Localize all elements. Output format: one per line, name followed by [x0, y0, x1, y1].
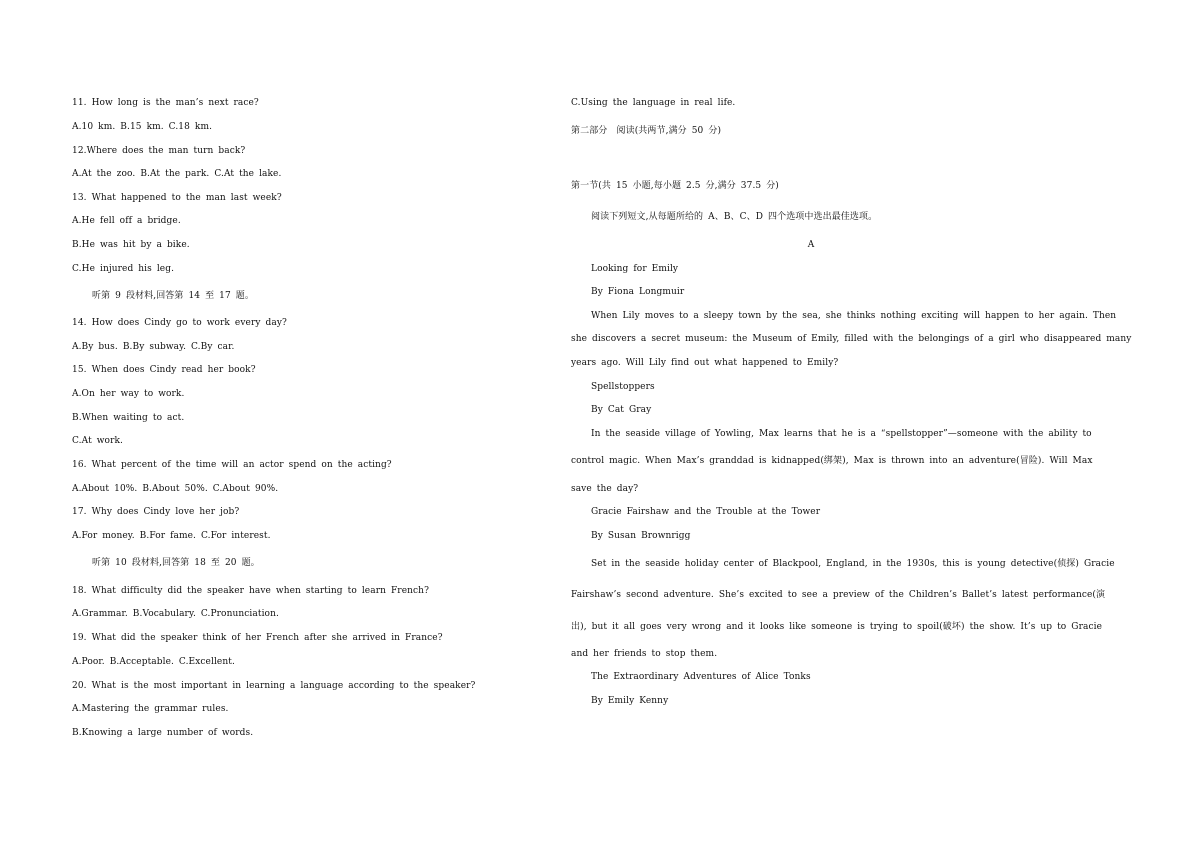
passage-line: 出), but it all goes very wrong and it looks like someone is trying to spoil(破坏) the show. It’s up to Gracie [571, 622, 1102, 632]
passage-line: A [807, 240, 815, 250]
section-instruction: 听第 9 段材料,回答第 14 至 17 题。 [92, 291, 254, 301]
passage-line: By Fiona Longmuir [591, 287, 685, 297]
question-line: 15. When does Cindy read her book? [72, 365, 256, 375]
question-line: B.When waiting to act. [72, 413, 185, 423]
passage-line: and her friends to stop them. [571, 649, 718, 659]
question-line: A.He fell off a bridge. [72, 216, 181, 226]
question-line: 16. What percent of the time will an actor spend on the acting? [72, 460, 392, 470]
question-line: C.At work. [72, 436, 123, 446]
question-line: A.On her way to work. [72, 389, 185, 399]
passage-line: years ago. Will Lily find out what happened to Emily? [571, 358, 839, 368]
passage-line: control magic. When Max’s granddad is kidnapped(绑架), Max is thrown into an adventure(冒险). Will Max [571, 456, 1093, 466]
passage-line: she discovers a secret museum: the Museum of Emily, filled with the belongings of a girl who disappeared many [571, 334, 1132, 344]
passage-line: Set in the seaside holiday center of Blackpool, England, in the 1930s, this is young detective(侦探) Gracie [591, 559, 1115, 569]
question-line: A.For money. B.For fame. C.For interest. [72, 531, 271, 541]
question-line: 12.Where does the man turn back? [72, 146, 246, 156]
question-line: 17. Why does Cindy love her job? [72, 507, 240, 517]
question-line: A.By bus. B.By subway. C.By car. [72, 342, 235, 352]
passage-line: By Emily Kenny [591, 696, 669, 706]
question-line: A.Grammar. B.Vocabulary. C.Pronunciation. [72, 609, 279, 619]
passage-line: By Cat Gray [591, 405, 652, 415]
passage-line: In the seaside village of Yowling, Max learns that he is a “spellstopper”—someone with the ability to [591, 429, 1092, 439]
question-line: 18. What difficulty did the speaker have when starting to learn French? [72, 586, 429, 596]
question-line: A.About 10%. B.About 50%. C.About 90%. [72, 484, 279, 494]
question-line: A.Mastering the grammar rules. [72, 704, 229, 714]
question-line: 20. What is the most important in learning a language according to the speaker? [72, 681, 476, 691]
passage-line: Looking for Emily [591, 264, 679, 274]
passage-line: Gracie Fairshaw and the Trouble at the Tower [591, 507, 821, 517]
passage-line: When Lily moves to a sleepy town by the sea, she thinks nothing exciting will happen to her again. Then [591, 311, 1117, 321]
passage-line: 第一节(共 15 小题,每小题 2.5 分,满分 37.5 分) [571, 181, 779, 191]
passage-line: Spellstoppers [591, 382, 655, 392]
passage-line: 阅读下列短文,从每题所给的 A、B、C、D 四个选项中选出最佳选项。 [591, 212, 878, 222]
passage-line: C.Using the language in real life. [571, 98, 736, 108]
passage-line: The Extraordinary Adventures of Alice Tonks [591, 672, 811, 682]
question-line: A.At the zoo. B.At the park. C.At the lake. [72, 169, 282, 179]
question-line: 14. How does Cindy go to work every day? [72, 318, 287, 328]
question-line: 11. How long is the man’s next race? [72, 98, 259, 108]
passage-line: save the day? [571, 484, 639, 494]
passage-line: 第二部分 阅读(共两节,满分 50 分) [571, 126, 722, 136]
section-instruction: 听第 10 段材料,回答第 18 至 20 题。 [92, 558, 260, 568]
passage-line: Fairshaw’s second adventure. She’s excited to see a preview of the Children’s Ballet’s latest performance(演 [571, 590, 1106, 600]
passage-line: By Susan Brownrigg [591, 531, 691, 541]
question-line: A.Poor. B.Acceptable. C.Excellent. [72, 657, 235, 667]
question-line: 13. What happened to the man last week? [72, 193, 282, 203]
question-line: C.He injured his leg. [72, 264, 175, 274]
question-line: B.Knowing a large number of words. [72, 728, 254, 738]
question-line: 19. What did the speaker think of her French after she arrived in France? [72, 633, 443, 643]
question-line: B.He was hit by a bike. [72, 240, 190, 250]
question-line: A.10 km. B.15 km. C.18 km. [72, 122, 213, 132]
